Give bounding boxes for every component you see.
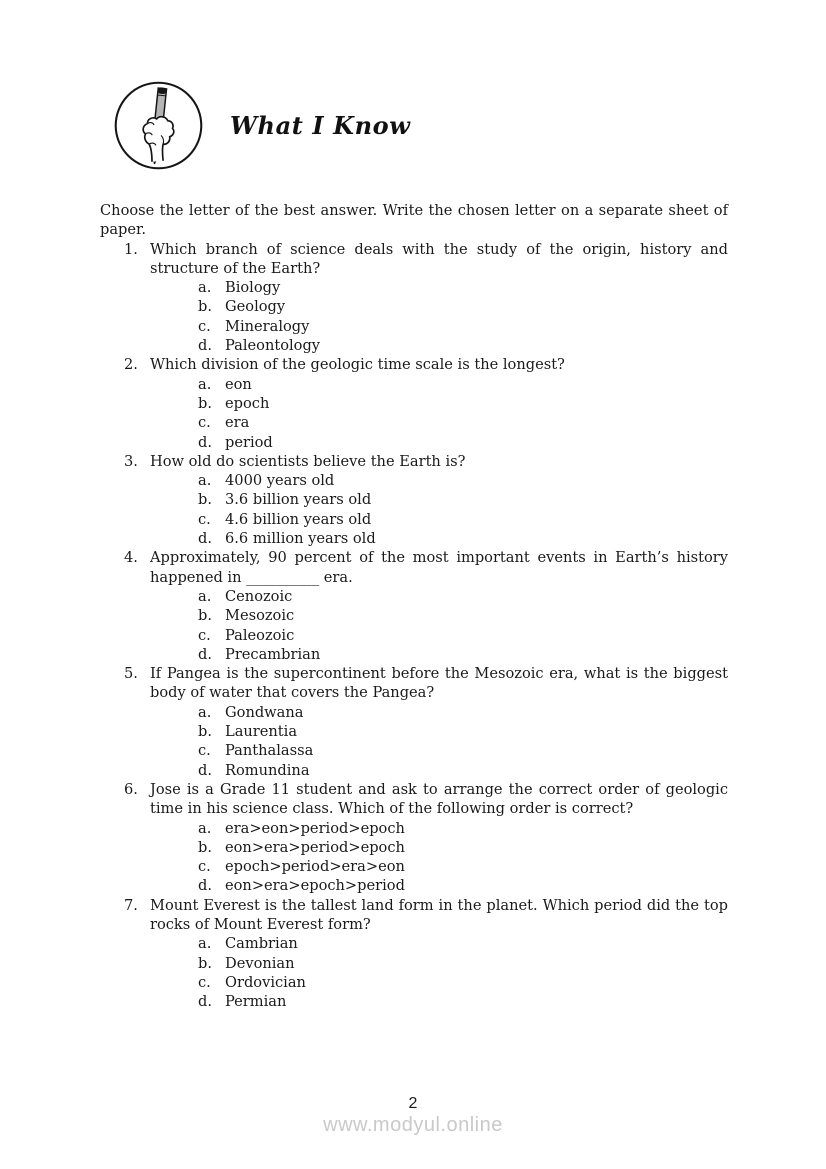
answer-option [198,973,728,992]
option-text: eon [225,375,252,393]
question-item [100,240,728,356]
answer-option [198,394,728,413]
option-text: era [225,414,250,432]
option-letter: a. [198,587,212,605]
option-text: Geology [225,298,286,316]
option-letter: b. [198,723,212,741]
option-text: Gondwana [225,703,304,721]
options-group [100,703,728,780]
option-letter: d. [198,433,212,451]
option-letter: b. [198,954,212,972]
question-item [100,452,728,548]
question-number: 5. [124,665,138,683]
option-letter: d. [198,530,212,548]
header [112,79,411,172]
instructions-text: Choose the letter of the best answer. Write the chosen letter on a separate sheet of paper. [100,202,728,239]
option-text: Romundina [225,761,310,779]
question-item [100,355,728,451]
answer-option [198,278,728,297]
answer-option [198,992,728,1011]
option-text: 6.6 million years old [225,530,376,548]
option-letter: c. [198,858,211,876]
answer-option [198,587,728,606]
options-group [100,375,728,452]
question-text: Jose is a Grade 11 student and ask to arrange the correct order of geologic time in his science class. Which of the following order is correct? [150,780,728,818]
options-group [100,471,728,548]
question-number: 1. [124,240,138,258]
answer-option [198,934,728,953]
option-text: Cenozoic [225,587,293,605]
option-letter: c. [198,317,211,335]
options-group [100,278,728,355]
option-letter: a. [198,375,212,393]
option-text: Laurentia [225,723,298,741]
question-text: Which division of the geologic time scale is the longest? [150,356,565,374]
answer-option [198,317,728,336]
answer-option [198,413,728,432]
question-line [100,664,728,703]
option-text: eon>era>period>epoch [225,838,405,856]
question-line [100,780,728,819]
option-letter: c. [198,510,211,528]
question-line [100,548,728,587]
option-text: Devonian [225,954,295,972]
option-text: 4000 years old [225,472,335,490]
hand-writing-icon [112,79,205,172]
option-letter: a. [198,935,212,953]
answer-option [198,954,728,973]
option-letter: b. [198,394,212,412]
option-text: Permian [225,993,287,1011]
page-number: 2 [408,1095,418,1112]
answer-option [198,819,728,838]
question-number: 6. [124,780,138,798]
answer-option [198,703,728,722]
question-text: How old do scientists believe the Earth is? [150,452,466,470]
option-letter: d. [198,337,212,355]
answer-option [198,645,728,664]
question-number: 4. [124,549,138,567]
question-number: 3. [124,452,138,470]
question-line [100,896,728,935]
answer-option [198,857,728,876]
option-text: 3.6 billion years old [225,491,372,509]
answer-option [198,838,728,857]
option-letter: b. [198,838,212,856]
answer-option [198,433,728,452]
question-number: 7. [124,896,138,914]
question-number: 2. [124,356,138,374]
option-letter: b. [198,298,212,316]
answer-option [198,375,728,394]
question-list [100,240,728,1012]
option-text: Precambrian [225,645,321,663]
option-text: epoch [225,394,270,412]
option-letter: a. [198,472,212,490]
answer-option [198,336,728,355]
option-text: Panthalassa [225,742,314,760]
question-item [100,896,728,1012]
option-text: eon>era>epoch>period [225,877,405,895]
option-letter: c. [198,973,211,991]
option-text: era>eon>period>epoch [225,819,405,837]
option-letter: b. [198,491,212,509]
options-group [100,934,728,1011]
option-letter: a. [198,279,212,297]
options-group [100,587,728,664]
option-letter: b. [198,607,212,625]
answer-option [198,626,728,645]
option-letter: d. [198,877,212,895]
watermark-text: www.modyul.online [323,1114,503,1136]
option-text: Biology [225,279,281,297]
answer-option [198,876,728,895]
question-line [100,452,728,471]
answer-option [198,529,728,548]
option-letter: d. [198,993,212,1011]
option-letter: d. [198,645,212,663]
question-line [100,355,728,374]
option-text: Mesozoic [225,607,295,625]
option-text: Paleozoic [225,626,295,644]
answer-option [198,297,728,316]
answer-option [198,510,728,529]
question-text: Which branch of science deals with the study of the origin, history and structure of the Earth? [150,240,728,277]
answer-option [198,606,728,625]
answer-option [198,471,728,490]
option-letter: a. [198,819,212,837]
option-text: epoch>period>era>eon [225,858,405,876]
question-text: Mount Everest is the tallest land form in the planet. Which period did the top rocks of Mount Everest form? [150,896,728,933]
page-title: What I Know [230,110,411,140]
answer-option [198,741,728,760]
option-text: Cambrian [225,935,298,953]
answer-option [198,761,728,780]
question-text: If Pangea is the supercontinent before the Mesozoic era, what is the biggest body of water that covers the Pangea? [150,665,728,702]
option-letter: a. [198,703,212,721]
question-text: Approximately, 90 percent of the most important events in Earth’s history happened in __________ era. [150,549,728,586]
option-letter: c. [198,742,211,760]
option-text: 4.6 billion years old [225,510,372,528]
question-item [100,780,728,896]
option-text: Mineralogy [225,317,310,335]
option-text: Ordovician [225,973,306,991]
option-letter: c. [198,414,211,432]
options-group [100,819,728,896]
answer-option [198,490,728,509]
option-letter: c. [198,626,211,644]
question-item [100,664,728,780]
answer-option [198,722,728,741]
quiz-content [100,201,728,1011]
option-text: Paleontology [225,337,321,355]
question-line [100,240,728,279]
option-letter: d. [198,761,212,779]
option-text: period [225,433,273,451]
question-item [100,548,728,664]
